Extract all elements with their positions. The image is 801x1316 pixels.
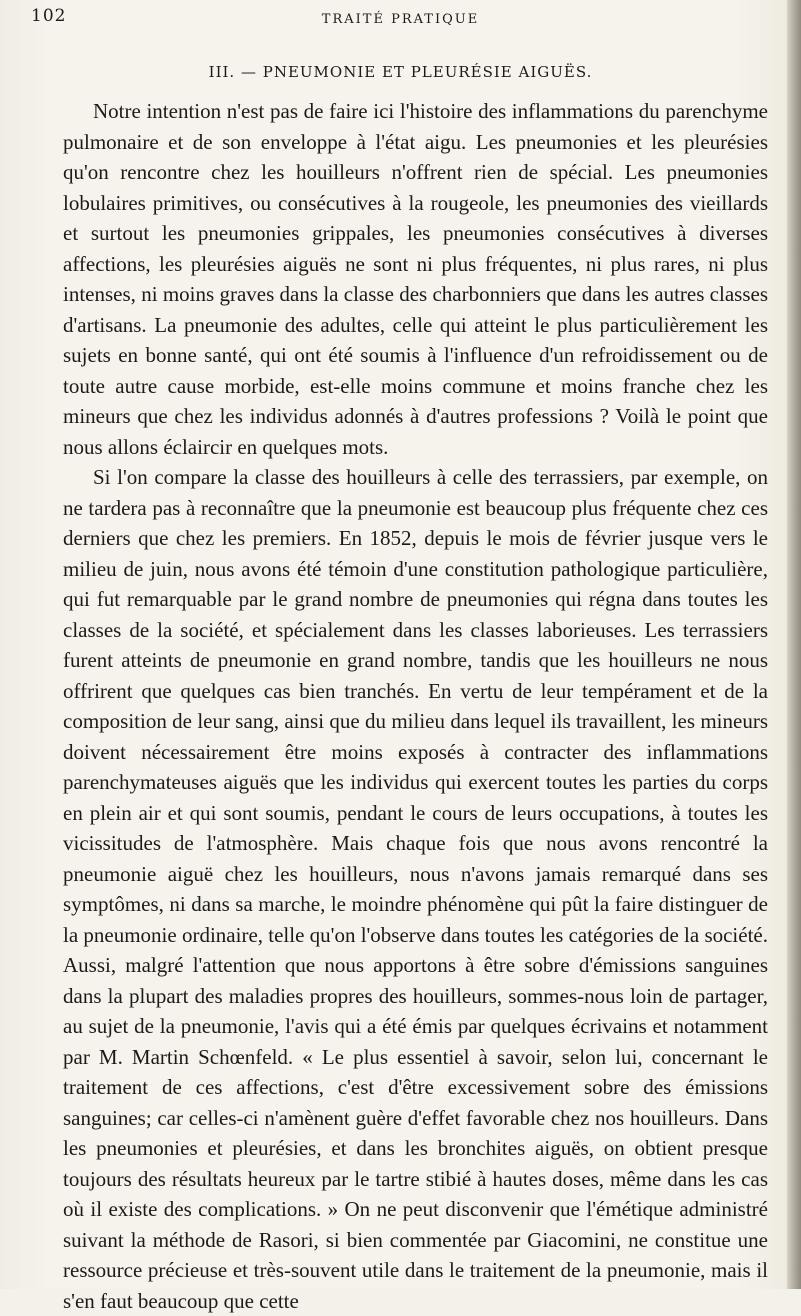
running-head: TRAITÉ PRATIQUE <box>321 12 480 27</box>
paragraph-intro: Notre intention n'est pas de faire ici l'histoire des inflammations du parenchyme pulmonaire et de son enveloppe à l'état aigu. Les pneumonies et les pleurésies qu'on rencontre chez les houilleurs n'offrent rien de spécial. Les pneumonies lobulaires primitives, ou consécutives à la rougeole, les pneumonies des vieillards et surtout les pneumonies grippales, les pneumonies consécutives à diverses affections, les pleurésies aiguës ne sont ni plus fréquentes, ni plus rares, ni plus intenses, ni moins graves dans la classe des charbonniers que dans les autres classes d'artisans. La pneumonie des adultes, celle qui atteint le plus particulièrement les sujets en bonne santé, qui ont été soumis à l'influence d'un refroidissement ou de toute autre cause morbide, est-elle moins commune et moins franche chez les mineurs que chez les individus adonnés à d'autres professions ? Voilà le point que nous allons éclaircir en quelques mots. <box>63 99 768 459</box>
body-text <box>63 96 768 1316</box>
section-heading: III. — PNEUMONIE ET PLEURÉSIE AIGUËS. <box>208 63 593 81</box>
paragraph-comparison: Si l'on compare la classe des houilleurs à celle des terrassiers, par exemple, on ne tardera pas à reconnaître que la pneumonie est beaucoup plus fréquente chez ces derniers que chez les premiers. En 1852, depuis le mois de février jusque vers le milieu de juin, nous avons été témoin d'une constitution pathologique particulière, qui fut remarquable par le grand nombre de pneumonies qui régna dans toutes les classes de la société, et spécialement dans les classes laborieuses. Les terrassiers furent atteints de pneumonie en grand nombre, tandis que les houilleurs ne nous offrirent que quelques cas bien tranchés. En vertu de leur tempérament et de la composition de leur sang, ainsi que du milieu dans lequel ils travaillent, les mineurs doivent nécessairement être moins exposés à contracter des inflammations parenchymateuses aiguës que les individus qui exercent toutes les parties du corps en plein air et qui sont soumis, pendant le cours de leurs occupations, à toutes les vicissitudes de l'atmosphère. Mais chaque fois que nous avons rencontré la pneumonie aiguë chez les houilleurs, nous n'avons jamais remarqué dans ses symptômes, ni dans sa marche, le moindre phénomène qui pût la faire distinguer de la pneumonie ordinaire, telle qu'on l'observe dans toutes les catégories de la société. Aussi, malgré l'attention que nous apportons à être sobre d'émissions sanguines dans la plupart des maladies propres des houilleurs, sommes-nous loin de partager, au sujet de la pneumonie, l'avis qui a été émis par quelques écrivains et notamment par M. Martin Schœnfeld. « Le plus essentiel à savoir, selon lui, concernant le traitement de ces affections, c'est d'être excessivement sobre des émissions sanguines; car celles-ci n'amènent guère d'effet favorable chez nos houilleurs. Dans les pneumonies et pleurésies, et dans les bronchites aiguës, on obtient presque toujours des résultats heureux par le tartre stibié à hautes doses, même dans les cas où il existe des complications. » On ne peut disconvenir que l'émétique administré suivant la méthode de Rasori, si bien commentée par Giacomini, ne constitue une ressource précieuse et très-souvent utile dans le traitement de la pneumonie, mais il s'en faut beaucoup que cette <box>63 465 768 1313</box>
page-edge <box>787 0 801 1289</box>
page-number: 102 <box>31 6 67 26</box>
